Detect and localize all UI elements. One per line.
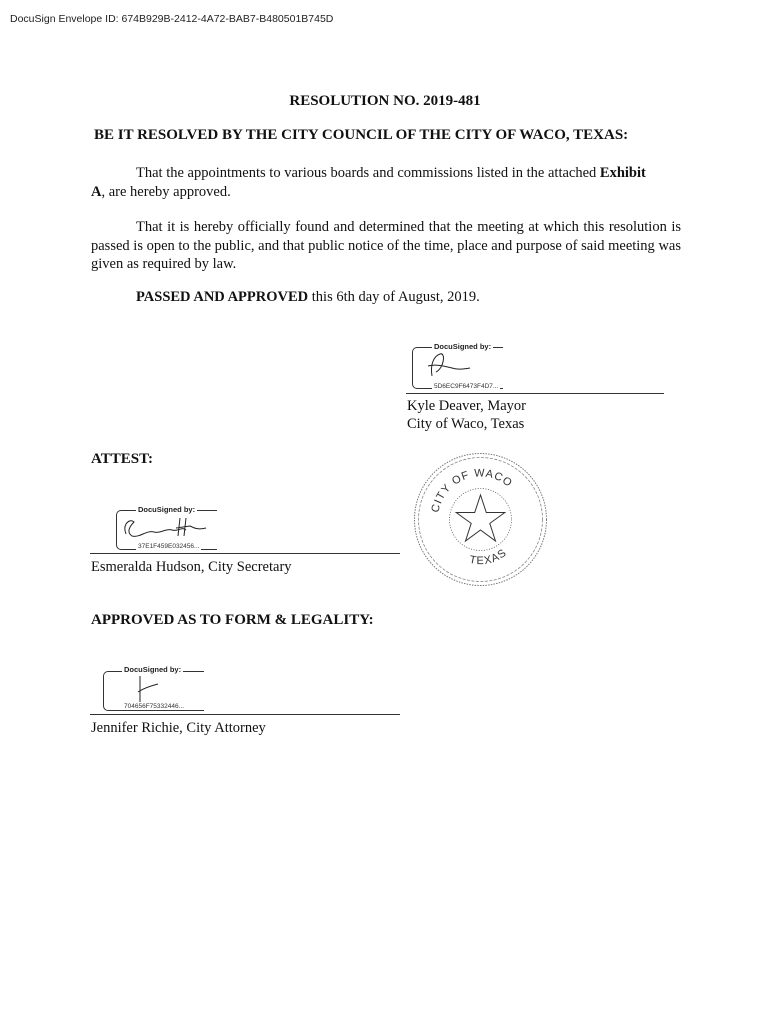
- passed-approved-line: [136, 289, 480, 306]
- attorney-signature-line: [90, 714, 400, 715]
- mayor-docusigned-label: DocuSigned by:: [434, 342, 492, 351]
- mayor-signature-image: [422, 350, 502, 382]
- attest-heading: ATTEST:: [91, 451, 153, 467]
- paragraph-2-text: That it is hereby officially found and determined that the meeting at which this resolution is passed is open to the public, and that public notice of the time, place and purpose of said meeting was given as required by law.: [91, 219, 681, 272]
- attorney-name: Jennifer Richie, City Attorney: [91, 720, 266, 736]
- secretary-signature-line: [90, 553, 400, 554]
- paragraph-appointments: [91, 164, 681, 201]
- paragraph-1-end: , are hereby approved.: [101, 183, 231, 200]
- paragraph-open-meeting: [91, 218, 681, 274]
- exhibit-bold: Exhibit: [599, 165, 646, 181]
- exhibit-letter: A: [91, 183, 102, 200]
- seal-top-text: CITY OF WACO: [429, 467, 515, 514]
- approved-heading: APPROVED AS TO FORM & LEGALITY:: [91, 612, 374, 628]
- secretary-signature-image: [120, 514, 215, 542]
- paragraph-1-text: That the appointments to various boards and commissions listed in the attached: [136, 165, 597, 181]
- passed-date: this 6th day of August, 2019.: [308, 289, 480, 305]
- secretary-docusigned-label: DocuSigned by:: [138, 505, 196, 514]
- seal-bottom-text: TEXAS: [468, 546, 510, 568]
- mayor-signature-id: 5D6EC9F6473F4D7...: [434, 383, 499, 390]
- passed-bold: PASSED AND APPROVED: [136, 289, 309, 305]
- resolved-heading: BE IT RESOLVED BY THE CITY COUNCIL OF THE CITY OF WACO, TEXAS:: [94, 127, 629, 143]
- attorney-signature-id: 704656F75332446...: [124, 703, 184, 710]
- envelope-id: DocuSign Envelope ID: 674B929B-2412-4A72-BAB7-B480501B745D: [10, 13, 334, 25]
- attorney-docusigned-label: DocuSigned by:: [124, 665, 182, 674]
- secretary-name: Esmeralda Hudson, City Secretary: [91, 559, 292, 575]
- mayor-name: Kyle Deaver, Mayor: [407, 398, 526, 414]
- secretary-signature-id: 37E1F459E032456...: [138, 543, 200, 550]
- mayor-signature-line: [406, 393, 664, 394]
- city-seal-image: [412, 451, 549, 588]
- resolution-title: RESOLUTION NO. 2019-481: [289, 93, 481, 109]
- mayor-org: City of Waco, Texas: [407, 416, 525, 432]
- attorney-signature-image: [128, 674, 178, 704]
